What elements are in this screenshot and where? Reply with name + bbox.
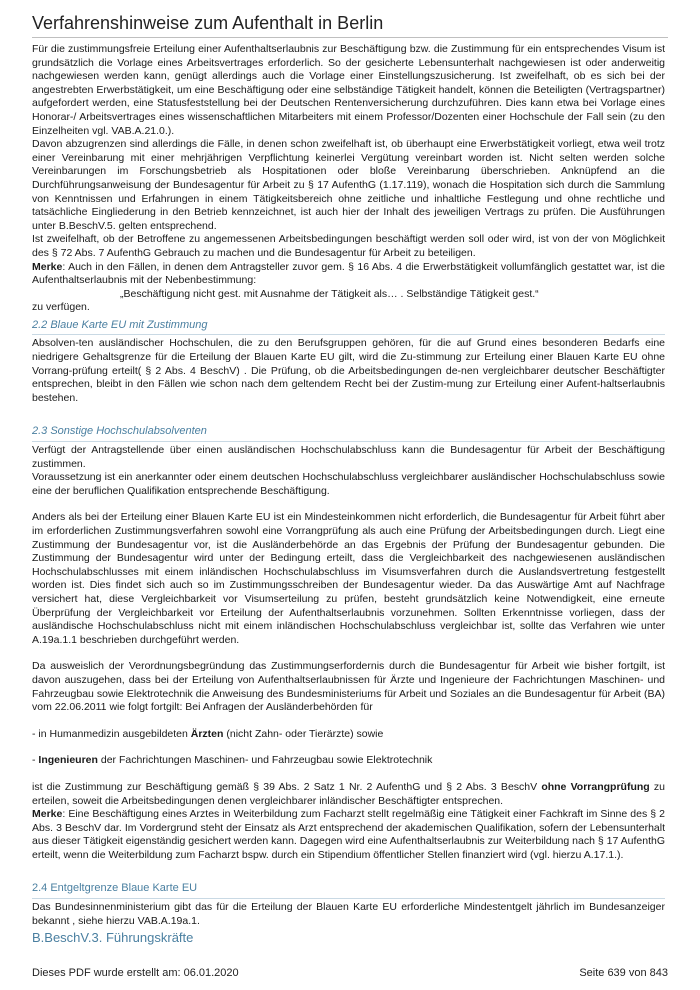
section-heading: 2.3 Sonstige Hochschulabsolventen (32, 425, 665, 442)
list-item (32, 728, 665, 742)
merke-paragraph (32, 808, 665, 862)
list-item-text: - (32, 754, 39, 767)
list-item-bold: Ingenieuren (38, 754, 98, 767)
section-paragraph: Verfügt der Antragstellende über einen ausländischen Hochschulabschluss kann die Bundesagentur für Arbeit der Beschäftigung zustimmen. (32, 444, 665, 470)
list-item-text: (nicht Zahn- oder Tierärzte) sowie (223, 727, 384, 740)
list-item-text: - in Humanmedizin ausgebildeten (32, 727, 191, 740)
quote-after: zu verfügen. (32, 301, 90, 314)
section-paragraph: Das Bundesinnenministerium gibt das für die Erteilung der Blauen Karte EU erforderliche Mindestentgelt jährlich im Bundesanzeiger bekannt , siehe hierzu VAB.A.19a.1. (32, 901, 665, 927)
footer-created-date: Dieses PDF wurde erstellt am: 06.01.2020 (32, 967, 239, 979)
section-paragraph (32, 781, 665, 808)
intro-paragraph: Für die zustimmungsfreie Erteilung einer Aufenthaltserlaubnis zur Beschäftigung bzw. die Zustimmung für ein entsprechendes Visum ist grundsätzlich die Vorlage eines Arbeitsvertrages erforderlich. So der gesicherte Lebensunterhalt nachgewiesen ist oder anderweitig nachgewiesen werden kann, genügt allerdings auch die Vorlage einer Einstellungszusicherung. Ist zweifelhaft, ob es sich bei der angestrebten Erwerbstätigkeit, um eine Beschäftigung oder eine selbständige Tätigkeit handelt, können die Beteiligten (Vertragspartner) aufgefordert werden, eine Statusfeststellung bei der Deutschen Rentenversicherung durchzuführen. Dies kann etwa bei Vorlage eines Honorar-/ Arbeitsvertrages eines wissenschaftlichen Mitarbeiters mit einem Professor/Dozenten einer Hochschule der Fall sein (zu den Einzelheiten vgl. VAB.A.21.0.). (32, 43, 665, 137)
intro-paragraph: Davon abzugrenzen sind allerdings die Fälle, in denen schon zweifelhaft ist, ob überhaupt eine Erwerbstätigkeit vorliegt, etwa weil trotz einer Vereinbarung mit einer mehrjährigen Verpflichtung keinerlei Vergütung vereinbart worden ist. Nicht selten werden solche Vereinbarungen im Forschungsbetrieb als Hospitationen oder bloße Vereinbarung überschrieben. Anknüpfend an die Durchführungsanweisung der Bundesagentur für Arbeit zu § 17 AufenthG (1.17.119), wonach die Hospitation sich durch die Sammlung von Kenntnissen und Erfahrungen in einem Tätigkeitsbereich ohne zeitliche und inhaltliche Festlegung und ohne rechtliche und tatsächliche Eingliederung in den Betrieb kennzeichnet, ist auch hier der Inhalt des jeweiligen Vertrags zu prüfen. Die Ausführungen unter B.BeschV.5. gelten entsprechend. (32, 138, 665, 232)
section-2-3-heading-block (32, 425, 665, 442)
section-paragraph: Anders als bei der Erteilung einer Blauen Karte EU ist ein Mindesteinkommen nicht erforderlich, die Bundesagentur für Arbeit führt aber im erforderlichen Zustimmungsverfahren sowohl eine Vorrangprüfung als auch eine Prüfung der Arbeitsbedingungen durch. Liegt eine Zustimmung der Bundesagentur vor, ist die Ausländerbehörde an das Ergebnis der Prüfung der Bundesagentur gebunden. Die Zustimmung der Bundesagentur wird unter der Bedingung erteilt, dass die Vergleichbarkeit des nachgewiesenen ausländischen Hochschulabschlusses mit einem inländischen Hochschulabschluss im Visumsverfahren durch die Auslandsvertretung festgestellt worden ist. Dies findet sich auch so im Zustimmungsschreiben der Bundesagentur wieder. Da das Auswärtige Amt auf Nachfrage versichert hat, diese Vergleichbarkeit vor Visumserteilung zu prüfen, besteht grundsätzlich keine Notwendigkeit, eine erneute Überprüfung der Vergleichbarkeit vor Erteilung der Aufenthaltserlaubnis vorzunehmen. Sollten Erkenntnisse vorliegen, dass der ausländische Hochschulabschluss nicht mit einem inländischen Hochschulabschluss vergleichbar ist, sollte das Verfahren wie unter A.19a.1.1 beschrieben durchgeführt werden. (32, 511, 665, 646)
paragraph-text: ist die Zustimmung zur Beschäftigung gemäß § 39 Abs. 2 Satz 1 Nr. 2 AufenthG und § 2 Abs. 3 BeschV (32, 780, 542, 793)
merke-label: Merke (32, 260, 63, 273)
title-divider (32, 37, 668, 38)
merke-paragraph (32, 261, 665, 288)
footer-page-number: Seite 639 von 843 (579, 967, 668, 979)
list-item-bold: Ärzten (190, 727, 224, 740)
paragraph-text: zu erteilen, soweit die Arbeitsbedingungen denen vergleichbarer inländischer Beschäftigter entsprechen. (32, 780, 665, 807)
section-paragraph: Da ausweislich der Verordnungsbegründung das Zustimmungserfordernis durch die Bundesagentur für Arbeit wie bisher fortgilt, ist davon auszugehen, dass bei der Erteilung von Aufenthaltserlaubnissen für Ärzte und Ingenieure der Fachrichtungen Maschinen- und Fahrzeugbau sowie Elektrotechnik die Anweisung des Bundesministeriums für Arbeit und Soziales an die Bundesagentur für Arbeit (BA) vom 22.06.2011 wie folgt fortgilt: Bei Anfragen der Ausländerbehörden für (32, 660, 665, 714)
list-item (32, 754, 665, 768)
document-body (32, 43, 665, 945)
next-section-heading: B.BeschV.3. Führungskräfte (32, 930, 194, 946)
section-2-2-heading-block (32, 319, 665, 336)
list-item-text: der Fachrichtungen Maschinen- und Fahrzeugbau sowie Elektrotechnik (97, 754, 433, 767)
merke-label: Merke (32, 808, 63, 821)
section-heading: 2.4 Entgeltgrenze Blaue Karte EU (32, 882, 665, 899)
section-paragraph: Voraussetzung ist ein anerkannter oder einem deutschen Hochschulabschluss vergleichbarer ausländischer Hochschulabschluss sowie eine der beruflichen Qualifikation entsprechende Beschäftigung. (32, 471, 665, 497)
merke-text: : Auch in den Fällen, in denen dem Antragsteller zuvor gem. § 16 Abs. 4 die Erwerbstätigkeit vollumfänglich gestattet war, ist die Aufenthaltserlaubnis mit der Nebenbestimmung: (32, 260, 665, 287)
paragraph-bold: ohne Vorrangprüfung (541, 780, 650, 793)
section-2-4-heading-block (32, 882, 665, 899)
page-title: Verfahrenshinweise zum Aufenthalt in Berlin (32, 13, 384, 33)
section-heading: 2.2 Blaue Karte EU mit Zustimmung (32, 319, 665, 336)
merke-text: : Eine Beschäftigung eines Arztes in Weiterbildung zum Facharzt stellt regelmäßig eine Tätigkeit einer Fachkraft im Sinne des § 2 Abs. 3 BeschV dar. Im Vordergrund steht der Einsatz als Arzt entsprechend der akademischen Qualifikation, sofern der Lebensunterhalt aus dieser Tätigkeit eigenständig gesichert werden kann. Dagegen wird eine Aufenthaltserlaubnis zur Weiterbildung nach § 17 AufenthG erteilt, wenn die Weiterbildung zum Facharzt bspw. durch ein Stipendium öffentlicher Stellen finanziert wird (vgl. hierzu A.17.1.). (32, 808, 665, 861)
intro-paragraph: Ist zweifelhaft, ob der Betroffene zu angemessenen Arbeitsbedingungen beschäftigt werden soll oder wird, ist von der von Möglichkeit des § 72 Abs. 7 AufenthG Gebrauch zu machen und die Bundesagentur für Arbeit zu beteiligen. (32, 233, 665, 259)
quote-line: „Beschäftigung nicht gest. mit Ausnahme der Tätigkeit als… . Selbständige Tätigkeit gest.“ (120, 287, 539, 300)
section-paragraph: Absolven-ten ausländischer Hochschulen, die zu den Berufsgruppen gehören, für die auf Grund eines besonderen Bedarfs eine niedrigere Gehaltsgrenze für die Erteilung der Blauen Karte EU gilt, wird die Zu-stimmung zur Erteilung einer Blauen Karte EU ohne Vorrang-prüfung erteilt( § 2 Abs. 4 BeschV) . Die Prüfung, ob die Arbeitsbedingungen de-nen vergleichbarer deutscher Beschäftigter entsprechen, bleibt in den Fällen wie schon nach dem geltendem Recht bei der Zustim-mung zur Erteilung einer Aufent-haltserlaubnis bestehen. (32, 337, 665, 404)
